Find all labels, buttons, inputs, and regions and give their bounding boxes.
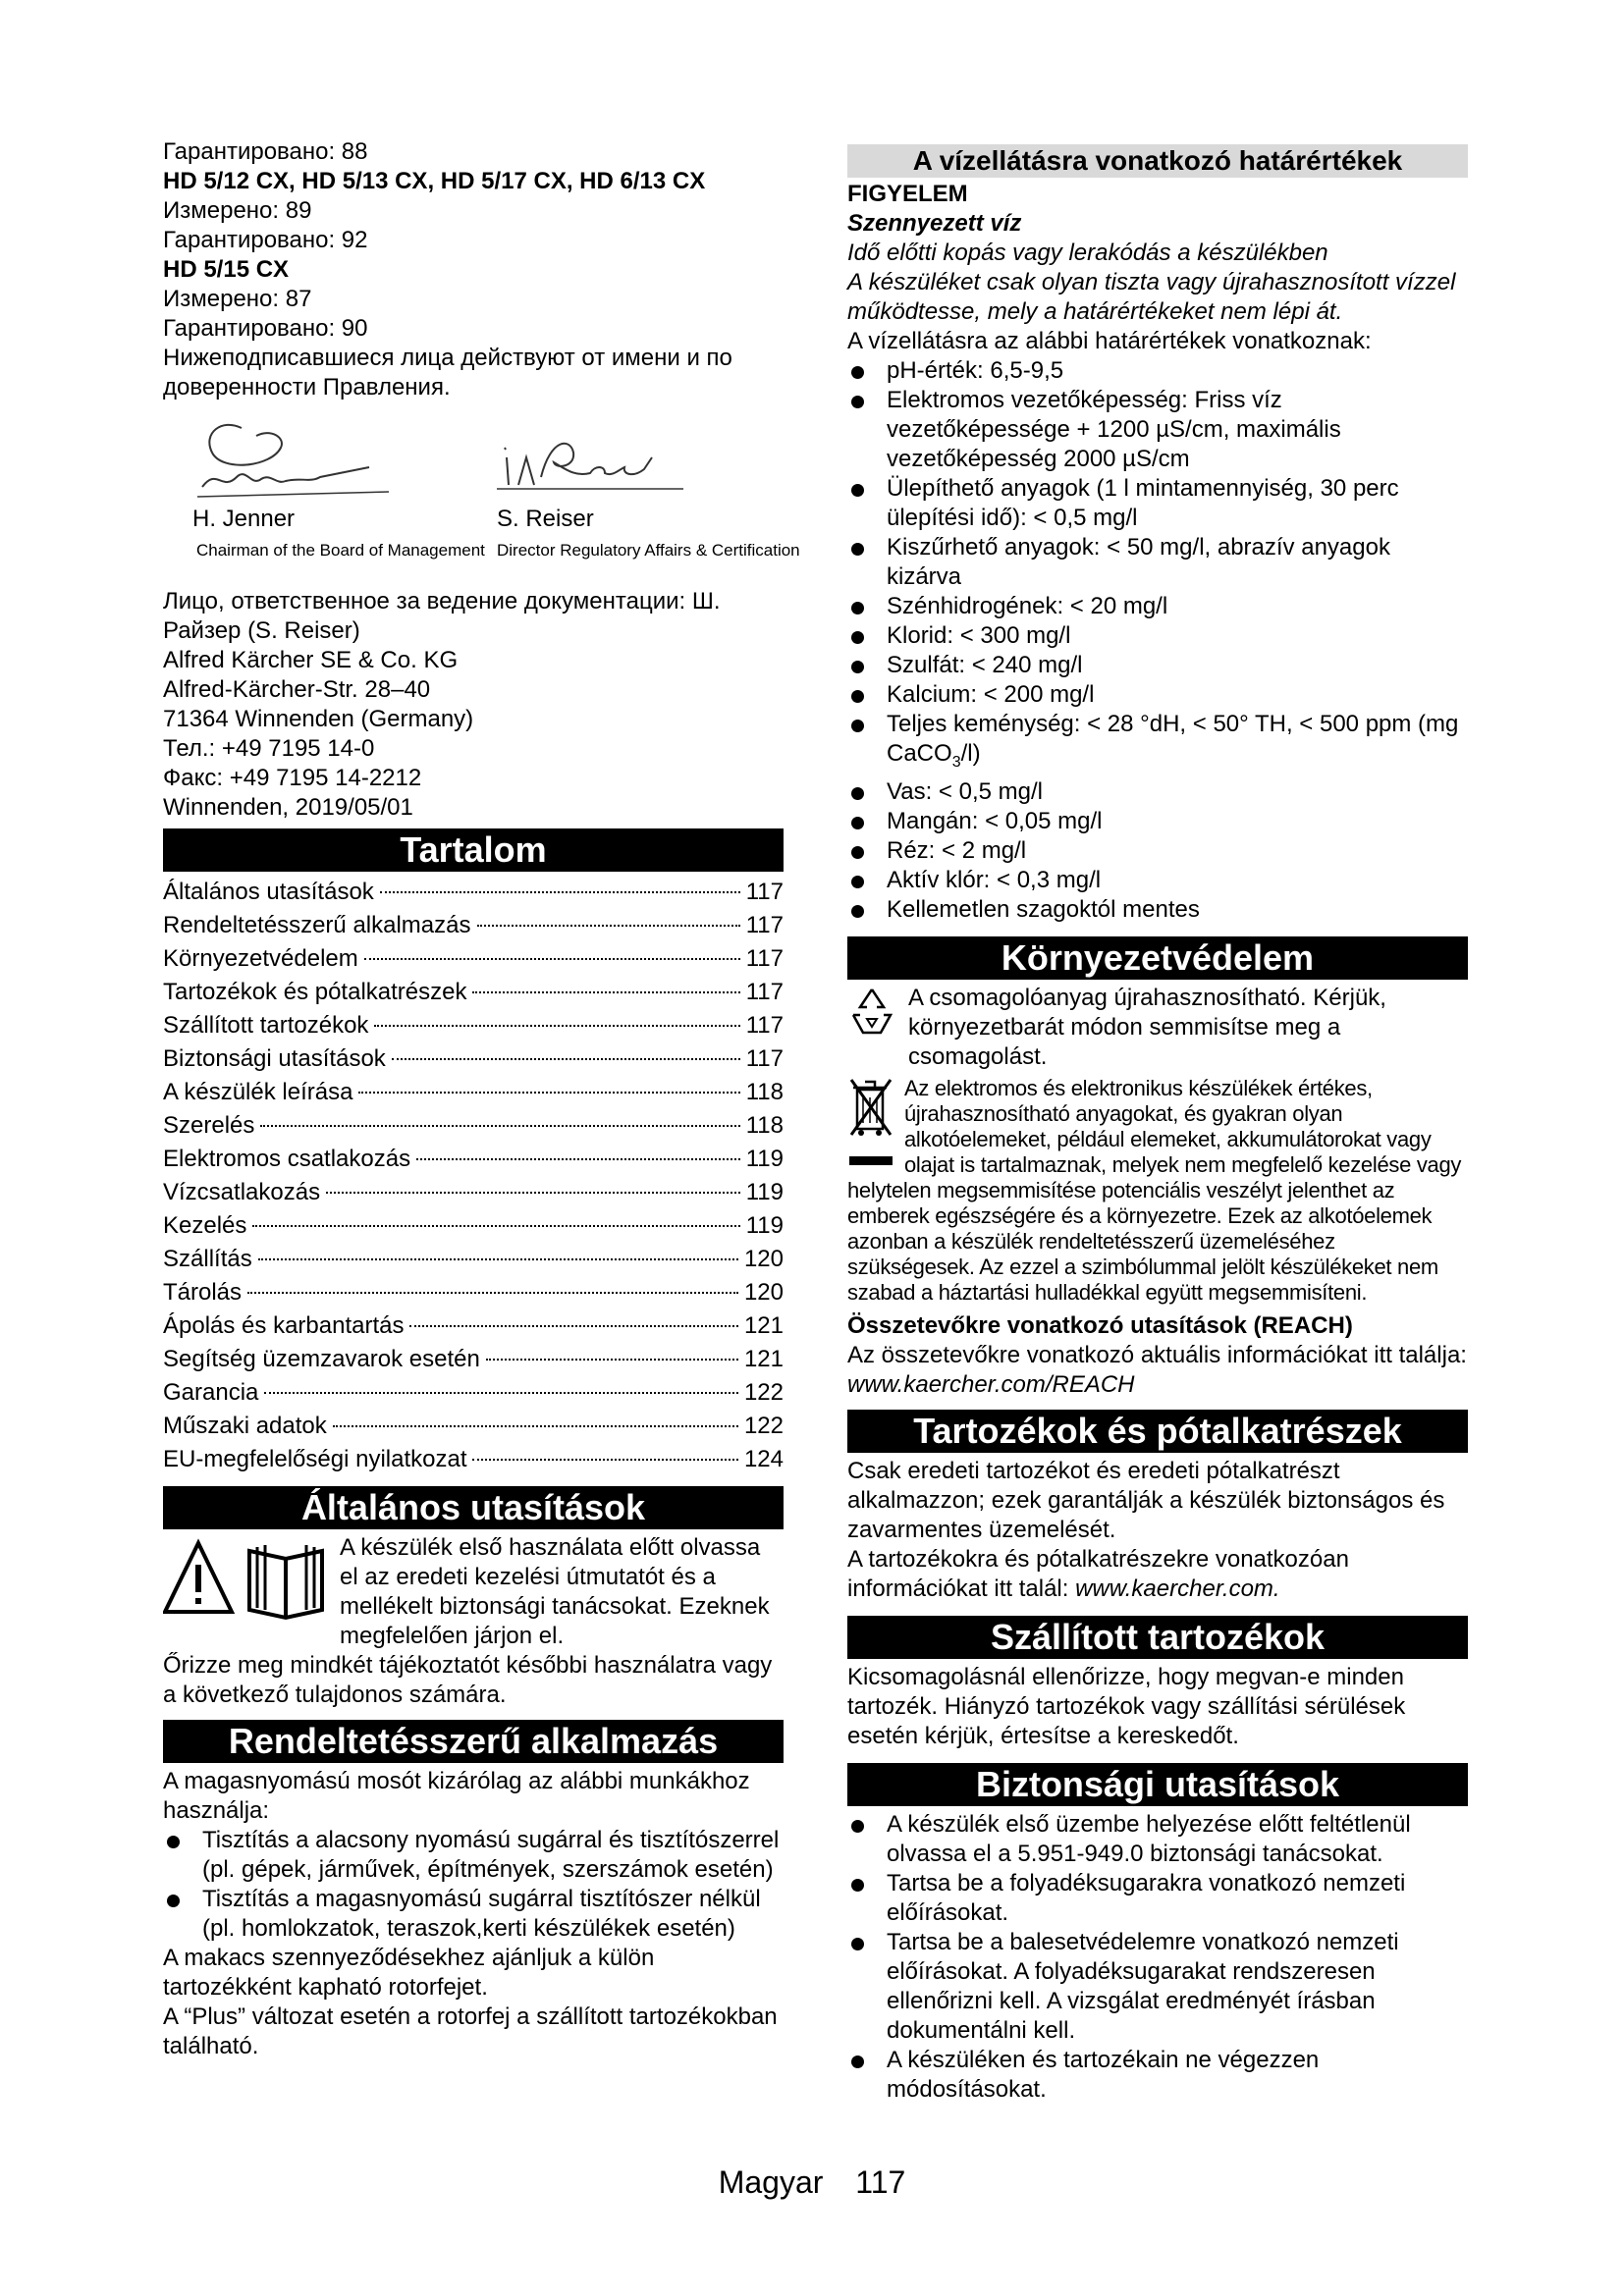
toc-leader-dots — [392, 1058, 740, 1060]
toc-entry[interactable] — [163, 1243, 784, 1276]
model-line: HD 5/12 CX, HD 5/13 CX, HD 5/17 CX, HD 6/13 CX — [163, 168, 706, 194]
signature-jenner — [163, 408, 485, 560]
list-item — [847, 710, 1468, 777]
contact-line: 71364 Winnenden (Germany) — [163, 706, 474, 732]
toc-entry-title: Tárolás — [163, 1279, 243, 1306]
toc-entry[interactable] — [163, 1443, 784, 1476]
reach-text-body: Az összetevőkre vonatkozó aktuális információkat itt találja: — [847, 1341, 1467, 1368]
toc-entry-title: Szerelés — [163, 1112, 255, 1139]
intro-line: Гарантировано: 92 — [163, 227, 368, 253]
recycle-icon — [847, 986, 896, 1046]
warning-icon — [163, 1537, 330, 1622]
toc-entry[interactable] — [163, 876, 784, 909]
scope-text: Kicsomagolásnál ellenőrizze, hogy megvan-e minden tartozék. Hiányzó tartozékok vagy szállítási sérülések esetén kérjük, értesítse a kereskedőt. — [847, 1663, 1406, 1749]
contact-line: Winnenden, 2019/05/01 — [163, 794, 413, 821]
general-text-2: Őrizze meg mindkét tájékoztatót későbbi használatra vagy a következő tulajdonos számára. — [163, 1652, 773, 1708]
signature-reiser-image — [497, 408, 693, 516]
toc-leader-dots — [364, 958, 740, 960]
reach-title: Összetevőkre vonatkozó utasítások (REACH) — [847, 1311, 1353, 1339]
toc-entry-page: 117 — [745, 912, 784, 938]
toc-entry[interactable] — [163, 1376, 784, 1410]
toc-leader-dots — [477, 925, 740, 927]
list-item: Szulfát: < 240 mg/l — [847, 651, 1468, 680]
toc-entry[interactable] — [163, 1276, 784, 1309]
toc-leader-dots — [472, 1459, 737, 1461]
toc-heading: Tartalom — [163, 828, 784, 872]
toc-entry-page: 124 — [743, 1446, 784, 1472]
list-item: Tisztítás a magasnyomású sugárral tisztítószer nélkül (pl. homlokzatok, teraszok,kerti készülékek esetén) — [163, 1885, 784, 1944]
environment-heading: Környezetvédelem — [847, 936, 1468, 980]
toc-entry-title: Elektromos csatlakozás — [163, 1146, 411, 1172]
list-item: Tartsa be a folyadéksugarakra vonatkozó nemzeti előírásokat. — [847, 1869, 1468, 1928]
accessories-text-2 — [847, 1545, 1468, 1604]
list-item: Kalcium: < 200 mg/l — [847, 680, 1468, 710]
intended-intro: A magasnyomású mosót kizárólag az alábbi munkákhoz használja: — [163, 1768, 750, 1824]
contact-line: Тел.: +49 7195 14-0 — [163, 735, 375, 762]
list-item: Klorid: < 300 mg/l — [847, 621, 1468, 651]
toc-leader-dots — [264, 1392, 738, 1394]
intro-line: Измерено: 87 — [163, 286, 312, 312]
toc-entry[interactable] — [163, 1176, 784, 1209]
toc-entry-page: 122 — [743, 1379, 784, 1406]
toc-leader-dots — [326, 1192, 740, 1194]
contact-line: Лицо, ответственное за ведение документации: Ш. Райзер (S. Reiser) — [163, 588, 721, 644]
safety-heading: Biztonsági utasítások — [847, 1763, 1468, 1806]
list-item: Kellemetlen szagoktól mentes — [847, 895, 1468, 925]
reach-link[interactable]: www.kaercher.com/REACH — [847, 1370, 1135, 1398]
toc-entry-page: 119 — [745, 1212, 784, 1239]
hardness-text: Teljes keménység: < 28 °dH, < 50° TH, < 500 ppm (mg CaCO — [887, 711, 1459, 767]
toc-leader-dots — [374, 1025, 739, 1027]
list-item: A készüléken és tartozékain ne végezzen módosításokat. — [847, 2046, 1468, 2105]
hardness-suffix: /l) — [960, 740, 981, 767]
toc-leader-dots — [380, 891, 740, 893]
list-item: Tartsa be a balesetvédelemre vonatkozó nemzeti előírásokat. A folyadéksugarakat rendszeresen ellenőrizni kell. A vizsgálat eredményét írásban dokumentálni kell. — [847, 1928, 1468, 2046]
toc-entry-page: 121 — [743, 1346, 784, 1372]
intro-line: Нижеподписавшиеся лица действуют от имени и по доверенности Правления. — [163, 345, 732, 400]
toc-leader-dots — [472, 991, 739, 993]
toc-entry-title: EU-megfelelőségi nyilatkozat — [163, 1446, 467, 1472]
accessories-text: Csak eredeti tartozékot és eredeti pótalkatrészt alkalmazzon; ezek garantálják a készülék biztonságos és zavarmentes üzemelését. — [847, 1457, 1445, 1543]
water-limits-list — [847, 356, 1468, 925]
weee-notice — [847, 1076, 1468, 1306]
toc-entry-title: Környezetvédelem — [163, 945, 358, 972]
warning-label: FIGYELEM — [847, 181, 968, 207]
toc-leader-dots — [252, 1225, 739, 1227]
toc-entry-page: 117 — [745, 1045, 784, 1072]
toc-entry[interactable] — [163, 976, 784, 1009]
toc-entry[interactable] — [163, 1042, 784, 1076]
reach-text — [847, 1341, 1468, 1400]
accessories-heading: Tartozékok és pótalkatrészek — [847, 1410, 1468, 1453]
list-item: A készülék első üzembe helyezése előtt feltétlenül olvassa el a 5.951-949.0 biztonsági tanácsokat. — [847, 1810, 1468, 1869]
toc-entry-title: Segítség üzemzavarok esetén — [163, 1346, 480, 1372]
table-of-contents — [163, 876, 784, 1476]
signatory-role: Chairman of the Board of Management — [196, 541, 485, 560]
list-item: Aktív klór: < 0,3 mg/l — [847, 866, 1468, 895]
toc-leader-dots — [258, 1258, 738, 1260]
toc-entry-title: Garancia — [163, 1379, 259, 1406]
accessories-text-body: A tartozékokra és pótalkatrészekre vonatkozóan információkat itt talál: — [847, 1545, 1349, 1602]
warning-subtitle: Szennyezett víz — [847, 210, 1022, 237]
left-column — [163, 137, 800, 2061]
signature-area — [163, 408, 800, 573]
signatory-name: S. Reiser — [497, 506, 594, 532]
intro-line: Гарантировано: 88 — [163, 138, 368, 165]
signature-jenner-image — [163, 408, 399, 516]
intro-line: Измерено: 89 — [163, 197, 312, 224]
crossed-bin-icon — [847, 1076, 894, 1176]
scope-heading: Szállított tartozékok — [847, 1616, 1468, 1659]
accessories-link[interactable]: www.kaercher.com. — [1075, 1575, 1280, 1602]
toc-entry-title: Szállított tartozékok — [163, 1012, 369, 1039]
toc-entry-title: Rendeltetésszerű alkalmazás — [163, 912, 471, 938]
toc-entry[interactable] — [163, 1109, 784, 1143]
toc-entry-title: Műszaki adatok — [163, 1413, 327, 1439]
toc-entry-title: Vízcsatlakozás — [163, 1179, 321, 1205]
toc-entry-page: 118 — [745, 1079, 784, 1105]
list-item: Elektromos vezetőképesség: Friss víz vezetőképessége + 1200 µS/cm, maximális vezetőképesség 2000 µS/cm — [847, 386, 1468, 474]
toc-entry-title: Általános utasítások — [163, 879, 374, 905]
toc-entry-page: 117 — [745, 1012, 784, 1039]
toc-leader-dots — [333, 1425, 738, 1427]
water-intro: A vízellátásra az alábbi határértékek vonatkoznak: — [847, 328, 1372, 354]
toc-leader-dots — [247, 1292, 738, 1294]
list-item: Réz: < 2 mg/l — [847, 836, 1468, 866]
toc-leader-dots — [358, 1092, 739, 1094]
page-footer — [0, 2164, 1624, 2201]
recycle-notice — [847, 984, 1468, 1072]
toc-entry[interactable] — [163, 1009, 784, 1042]
toc-leader-dots — [409, 1325, 737, 1327]
toc-entry-page: 118 — [745, 1112, 784, 1139]
signatory-role: Director Regulatory Affairs & Certification — [497, 541, 800, 560]
toc-entry[interactable] — [163, 1343, 784, 1376]
footer-language: Magyar — [718, 2164, 824, 2200]
toc-entry-page: 122 — [743, 1413, 784, 1439]
toc-entry-page: 120 — [743, 1246, 784, 1272]
warning-text: Idő előtti kopás vagy lerakódás a készülékben — [847, 240, 1328, 266]
list-item: Szénhidrogének: < 20 mg/l — [847, 592, 1468, 621]
warning-text: A készüléket csak olyan tiszta vagy újrahasznosított vízzel működtesse, mely a határértékeket nem lépi át. — [847, 269, 1456, 325]
footer-page-number: 117 — [855, 2164, 906, 2200]
intro-line: Гарантировано: 90 — [163, 315, 368, 342]
general-text: A készülék első használata előtt olvassa el az eredeti kezelési útmutatót és a mellékelt biztonsági tanácsokat. Ezeknek megfelelően járjon el. — [340, 1534, 770, 1649]
contact-line: Alfred Kärcher SE & Co. KG — [163, 647, 459, 673]
intended-text: A makacs szennyeződésekhez ajánljuk a külön tartozékként kapható rotorfejet. — [163, 1945, 655, 2001]
intended-list — [163, 1826, 784, 1944]
toc-entry-title: Ápolás és karbantartás — [163, 1312, 405, 1339]
water-heading: A vízellátásra vonatkozó határértékek — [847, 144, 1468, 178]
list-item: Tisztítás a alacsony nyomású sugárral és tisztítószerrel (pl. gépek, járművek, építmények, szerszámok esetén) — [163, 1826, 784, 1885]
toc-entry-title: Tartozékok és pótalkatrészek — [163, 979, 467, 1005]
toc-entry[interactable] — [163, 1309, 784, 1343]
contact-line: Alfred-Kärcher-Str. 28–40 — [163, 676, 431, 703]
weee-text: Az elektromos és elektronikus készülékek értékes, újrahasznosítható anyagokat, és gyakran olyan alkotóelemeket, például elemeket, akkumulátorokat vagy olajat is tartalmaznak, melyek nem megfelelő kezelése vagy helytelen megsemmisítése potenciális veszélyt jelenthet az emberek egészségére és a környezetre. Ezek az alkotóelemek azonban a készülék rendeltetésszerű üzemeléséhez szükségesek. Az ezzel a szimbólummal jelölt készülékeket nem szabad a háztartási hulladékkal együtt megsemmisíteni. — [847, 1075, 1462, 1305]
hardness-subscript: 3 — [951, 753, 961, 771]
signature-reiser — [497, 408, 800, 560]
recycle-text: A csomagolóanyag újrahasznosítható. Kérjük, környezetbarát módon semmisítse meg a csomagolást. — [908, 984, 1386, 1070]
toc-entry[interactable] — [163, 909, 784, 942]
general-heading: Általános utasítások — [163, 1486, 784, 1529]
toc-entry[interactable] — [163, 1209, 784, 1243]
general-notice — [163, 1533, 784, 1651]
list-item: Ülepíthető anyagok (1 l mintamennyiség, 30 perc ülepítési idő): < 0,5 mg/l — [847, 474, 1468, 533]
toc-entry[interactable] — [163, 1143, 784, 1176]
manual-icon — [249, 1545, 322, 1618]
intended-use-heading: Rendeltetésszerű alkalmazás — [163, 1720, 784, 1763]
model-line: HD 5/15 CX — [163, 256, 290, 283]
list-item: Vas: < 0,5 mg/l — [847, 777, 1468, 807]
list-item: Mangán: < 0,05 mg/l — [847, 807, 1468, 836]
warning-manual-icons — [163, 1537, 330, 1629]
toc-entry-title: Kezelés — [163, 1212, 247, 1239]
signatory-name: H. Jenner — [192, 506, 296, 532]
safety-list — [847, 1810, 1468, 2105]
toc-entry-page: 117 — [745, 979, 784, 1005]
intended-text: A “Plus” változat esetén a rotorfej a szállított tartozékokban található. — [163, 2003, 778, 2059]
list-item: pH-érték: 6,5-9,5 — [847, 356, 1468, 386]
toc-leader-dots — [486, 1359, 738, 1361]
right-column — [847, 144, 1468, 2105]
toc-entry-page: 119 — [745, 1179, 784, 1205]
toc-entry-page: 117 — [745, 945, 784, 972]
toc-entry-page: 117 — [745, 879, 784, 905]
list-item: Kiszűrhető anyagok: < 50 mg/l, abrazív anyagok kizárva — [847, 533, 1468, 592]
toc-entry-page: 119 — [745, 1146, 784, 1172]
toc-leader-dots — [416, 1158, 740, 1160]
contact-line: Факс: +49 7195 14-2212 — [163, 765, 422, 791]
toc-entry-page: 121 — [743, 1312, 784, 1339]
toc-entry-title: A készülék leírása — [163, 1079, 353, 1105]
toc-entry[interactable] — [163, 1076, 784, 1109]
toc-entry[interactable] — [163, 1410, 784, 1443]
toc-entry-title: Biztonsági utasítások — [163, 1045, 386, 1072]
toc-entry[interactable] — [163, 942, 784, 976]
toc-entry-title: Szállítás — [163, 1246, 252, 1272]
toc-entry-page: 120 — [743, 1279, 784, 1306]
toc-leader-dots — [260, 1125, 739, 1127]
